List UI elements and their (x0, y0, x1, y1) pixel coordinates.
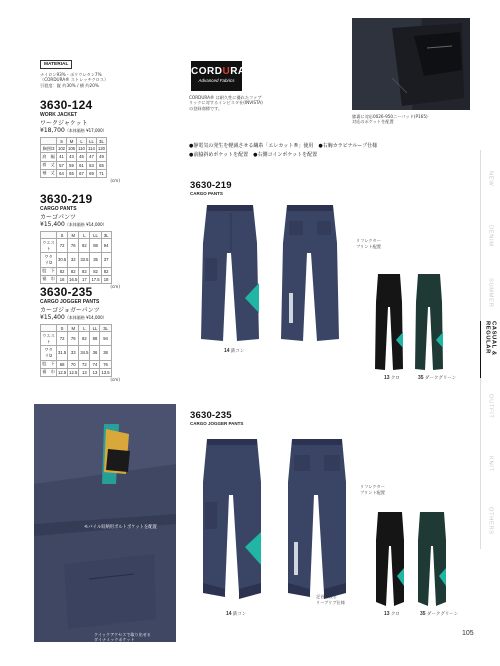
table-header: S (57, 325, 68, 332)
table-row (41, 169, 107, 177)
section-235-name: CARGO JOGGER PANTS (190, 421, 244, 426)
table-cell: 72 (57, 239, 68, 253)
table-row (41, 267, 112, 275)
table-cell: 41 (57, 153, 67, 161)
table-header: L (79, 232, 90, 239)
cordura-desc-3: の登録商標です。 (189, 105, 223, 111)
cordura-logo (191, 61, 246, 91)
table-header: 3L (101, 232, 111, 239)
model-name-en: WORK JACKET (40, 112, 78, 118)
table-cell: 65 (97, 161, 107, 169)
table-cell: 82 (57, 267, 68, 275)
section-235-model: 3630-235 (190, 410, 232, 421)
cordura-desc-1: CORDURA® は耐久性に優れたファブ (189, 95, 262, 100)
table-cell: 12.5 (58, 369, 67, 375)
model-number: 3630-219 (40, 192, 93, 206)
table-cell: 袖 丈 (41, 169, 57, 177)
material-tag: MATERIAL (40, 60, 72, 69)
table-cell: 股 下 (41, 360, 57, 368)
table-cell: 70 (68, 360, 79, 368)
section-235-callout-1: リフレクター (360, 484, 385, 489)
left-photo-illustration (34, 404, 176, 642)
left-photo-caption-2 (94, 632, 151, 642)
color-code: 13 (384, 375, 390, 381)
table-cell: 120 (98, 146, 105, 152)
model-name-en: CARGO PANTS (40, 206, 77, 212)
table-cell: 34.5 (79, 346, 90, 360)
table-cell: 32 (68, 253, 79, 267)
table-cell: 88 (90, 332, 100, 346)
table-header: 3L (97, 138, 107, 145)
table-cell: 38 (100, 346, 111, 360)
table-cell: 82 (68, 267, 79, 275)
table-cell: 45 (77, 153, 87, 161)
table-cell: ウエスト (41, 332, 57, 346)
section-219-heading (190, 180, 232, 196)
feature-line-1: ●静電気の発生を軽減させる繊糸「エレカット®」使用 ●右胸カラビナループ仕様 (189, 143, 378, 149)
price-value: ¥18,700 (40, 127, 65, 134)
table-cell: 裾 巾 (41, 275, 57, 283)
table-cell: 61 (77, 161, 87, 169)
jogger-pants-navy-front (195, 437, 270, 607)
cordura-logo-text-c: RA (230, 66, 246, 77)
table-header: LL (90, 232, 101, 239)
table-header: M (67, 138, 77, 145)
side-tab-label: KNIT (487, 455, 494, 472)
table-unit: (cm) (110, 376, 120, 382)
table-cell: 43 (67, 153, 77, 161)
side-tab-label: OUTFIT (487, 394, 494, 419)
color-name: 鉄コン (230, 348, 245, 353)
section-219-callout (356, 238, 381, 249)
table-cell: 82 (79, 239, 90, 253)
color-name: クロ (390, 375, 400, 380)
section-235-callout (360, 484, 385, 495)
cordura-description (189, 95, 309, 111)
table-cell: 76 (68, 239, 79, 253)
table-unit: (cm) (110, 177, 120, 183)
side-tab-denim[interactable] (480, 207, 500, 264)
model-name-jp: ワークジャケット (40, 120, 88, 127)
product-3630-235 (40, 285, 150, 382)
section-235-callout-2: プリント配置 (360, 489, 385, 495)
price-value: ¥15,400 (40, 314, 65, 321)
cargo-pants-navy-front (195, 203, 265, 343)
cordura-desc-2: リックに対するインビスタ社(INVISTA) (189, 100, 263, 106)
table-cell: 37 (101, 253, 111, 267)
table-row (41, 368, 112, 376)
section-219-callout-1: リフレクター (356, 238, 381, 243)
model-price (40, 314, 150, 321)
color-name: ダークグリーン (426, 611, 459, 616)
size-table (40, 324, 112, 377)
color-code: 14 (224, 348, 230, 354)
table-cell: 16 (57, 275, 68, 283)
section-219-label-navy (224, 348, 244, 354)
model-name-jp: カーゴパンツ (40, 214, 77, 221)
pocket-detail-photo-left (34, 404, 176, 642)
side-tab-casual-regular[interactable] (480, 321, 500, 378)
left-photo-caption-2a: クイックアクセスで取り出せる (94, 632, 151, 637)
material-line-2: （CORDURA® ストレッチクロス） (40, 77, 109, 83)
table-header: LL (90, 325, 100, 332)
model-price (40, 127, 150, 134)
table-cell: 33.5 (79, 253, 90, 267)
product-3630-219 (40, 192, 150, 289)
price-note: （本体価格 ¥14,000） (64, 222, 107, 227)
table-cell: ワタリ/2 (41, 253, 57, 267)
table-cell: 68 (57, 360, 68, 368)
table-cell: 着 丈 (41, 161, 57, 169)
side-tab-label: OTHERS (487, 506, 494, 535)
jogger-pants-navy-back (280, 437, 355, 607)
table-cell: 82 (79, 267, 90, 275)
table-header-row (41, 325, 112, 332)
table-cell: 110 (78, 146, 85, 152)
section-235-hem-note (316, 594, 345, 605)
pocket-caption-2: 対応のポケットを配置 (352, 119, 394, 125)
model-number: 3630-235 (40, 285, 93, 299)
size-table (40, 137, 107, 178)
table-cell: 胸囲/3 (41, 145, 57, 153)
table-header-row (41, 138, 107, 145)
table-header-row (41, 232, 112, 239)
side-tab-knit[interactable] (480, 435, 500, 492)
table-cell: 13 (90, 368, 100, 376)
table-cell: 33 (68, 346, 79, 360)
table-header (41, 325, 57, 332)
page-number: 105 (462, 630, 474, 637)
table-cell: 72 (57, 332, 68, 346)
section-235-label-black (384, 611, 400, 617)
side-tab-label: CASUAL & REGULAR (484, 321, 497, 356)
size-table (40, 231, 112, 284)
table-header: LL (87, 138, 97, 145)
table-cell: 47 (87, 153, 97, 161)
price-value: ¥15,400 (40, 221, 65, 228)
side-tab-nav (480, 150, 500, 549)
section-219-label-green (418, 375, 456, 381)
side-tab-new[interactable] (480, 150, 500, 207)
color-name: ダークグリーン (424, 375, 457, 380)
table-cell: 76 (68, 332, 79, 346)
cordura-logo-text-a: CORD (191, 66, 223, 77)
table-cell: 63 (87, 161, 97, 169)
table-cell: 74 (90, 360, 100, 368)
table-cell: 82 (90, 267, 101, 275)
table-cell: 106 (68, 146, 75, 152)
cargo-pants-black (372, 272, 406, 372)
color-code: 35 (418, 375, 424, 381)
color-name: 鉄コン (232, 611, 247, 616)
table-row (41, 253, 112, 267)
section-219-name: CARGO PANTS (190, 191, 223, 196)
section-235-hem-1: 足首を絞る (316, 594, 337, 599)
table-header: L (77, 138, 87, 145)
table-cell: 71 (97, 169, 107, 177)
table-cell: 76 (100, 360, 111, 368)
table-header: L (79, 325, 90, 332)
color-code: 13 (384, 611, 390, 617)
left-photo-caption-2b: ダイナミックポケット (94, 637, 135, 642)
table-cell: 16.5 (69, 276, 78, 282)
cargo-pants-green (412, 272, 446, 372)
table-row (41, 161, 107, 169)
side-tab-label: DENIM (487, 224, 494, 247)
price-note: （本体価格 ¥17,000） (64, 128, 107, 133)
jogger-pants-black (372, 510, 408, 610)
table-row (41, 153, 107, 161)
pocket-caption-1: 膝裏に対応0026-950ニーパッド(P165) (352, 114, 428, 119)
table-cell: 82 (79, 332, 90, 346)
section-235-hem-2: リーブリブ仕様 (316, 599, 345, 605)
table-cell: 59 (67, 161, 77, 169)
table-row (41, 275, 112, 283)
table-cell: 30.5 (57, 253, 68, 267)
section-219-label-black (384, 375, 400, 381)
material-block (40, 50, 108, 88)
feature-line-2: ●前脇斜めポケットを配置 ●右側コインポケットを配置 (189, 152, 318, 158)
table-header (41, 138, 57, 145)
model-price (40, 221, 150, 228)
table-cell: 94 (100, 332, 111, 346)
table-cell: 35 (90, 253, 101, 267)
model-name-jp: カーゴジョガーパンツ (40, 307, 100, 314)
table-header: S (57, 138, 67, 145)
section-235-label-green (420, 611, 458, 617)
table-cell: 36 (90, 346, 100, 360)
table-cell: 股 下 (41, 267, 57, 275)
table-header: S (57, 232, 68, 239)
table-header: M (68, 325, 79, 332)
side-tab-label: SUMMER (487, 277, 494, 308)
table-cell: 12.5 (69, 369, 78, 375)
side-tab-outfit[interactable] (480, 378, 500, 435)
feature-list (189, 142, 469, 158)
table-cell: 64 (57, 169, 67, 177)
table-cell: 裾 巾 (41, 368, 57, 376)
table-cell: 49 (97, 153, 107, 161)
section-235-label-navy (226, 611, 246, 617)
model-number: 3630-124 (40, 98, 93, 112)
table-row (41, 346, 112, 360)
table-cell: 114 (88, 146, 95, 152)
table-header: M (68, 232, 79, 239)
product-3630-124 (40, 98, 150, 183)
section-219-model: 3630-219 (190, 180, 232, 191)
table-header (41, 232, 57, 239)
color-code: 35 (420, 611, 426, 617)
section-219-callout-2: プリント配置 (356, 243, 381, 249)
side-tab-others[interactable] (480, 492, 500, 549)
side-tab-label: NEW (487, 170, 494, 187)
table-cell: 65 (67, 169, 77, 177)
jogger-pants-green (414, 510, 450, 610)
table-cell: 18 (101, 275, 111, 283)
table-cell: 69 (87, 169, 97, 177)
cordura-logo-sub: Advanced Fabrics (198, 78, 235, 83)
model-name-en: CARGO JOGGER PANTS (40, 299, 100, 305)
table-unit: (cm) (110, 283, 120, 289)
table-cell: 72 (79, 360, 90, 368)
table-cell: ウエスト (41, 239, 57, 253)
section-235-heading (190, 410, 243, 426)
side-tab-summer[interactable] (480, 264, 500, 321)
table-header: 3L (100, 325, 111, 332)
table-cell: 31.5 (57, 346, 68, 360)
table-cell: 肩 幅 (41, 153, 57, 161)
table-cell: 13.5 (101, 369, 110, 375)
table-cell: 94 (101, 239, 111, 253)
color-name: クロ (390, 611, 400, 616)
table-cell: 67 (77, 169, 87, 177)
table-row (41, 239, 112, 253)
pocket-detail-photo (352, 18, 470, 110)
table-cell: 13 (79, 368, 90, 376)
left-photo-caption-1: モバイル収納用ポルトポケットを配置 (84, 525, 157, 530)
table-row (41, 332, 112, 346)
pocket-detail-illustration (352, 18, 470, 110)
material-line-1: ナイロン93%・ポリウレタン7% (40, 72, 102, 77)
table-cell: ワタリ/2 (41, 346, 57, 360)
table-row (41, 145, 107, 153)
table-cell: 57 (57, 161, 67, 169)
pocket-photo-caption (352, 114, 472, 125)
table-cell: 102 (58, 146, 65, 152)
material-line-3: 引裂度：縦 約30% / 横 約20% (40, 82, 99, 88)
price-note: （本体価格 ¥14,000） (64, 315, 107, 320)
table-cell: 17 (79, 275, 90, 283)
table-row (41, 360, 112, 368)
color-code: 14 (226, 611, 232, 617)
table-cell: 88 (90, 239, 101, 253)
cordura-logo-text-b: U (222, 66, 231, 77)
table-cell: 82 (101, 267, 111, 275)
cargo-pants-navy-back (275, 203, 345, 343)
table-cell: 17.5 (91, 276, 100, 282)
